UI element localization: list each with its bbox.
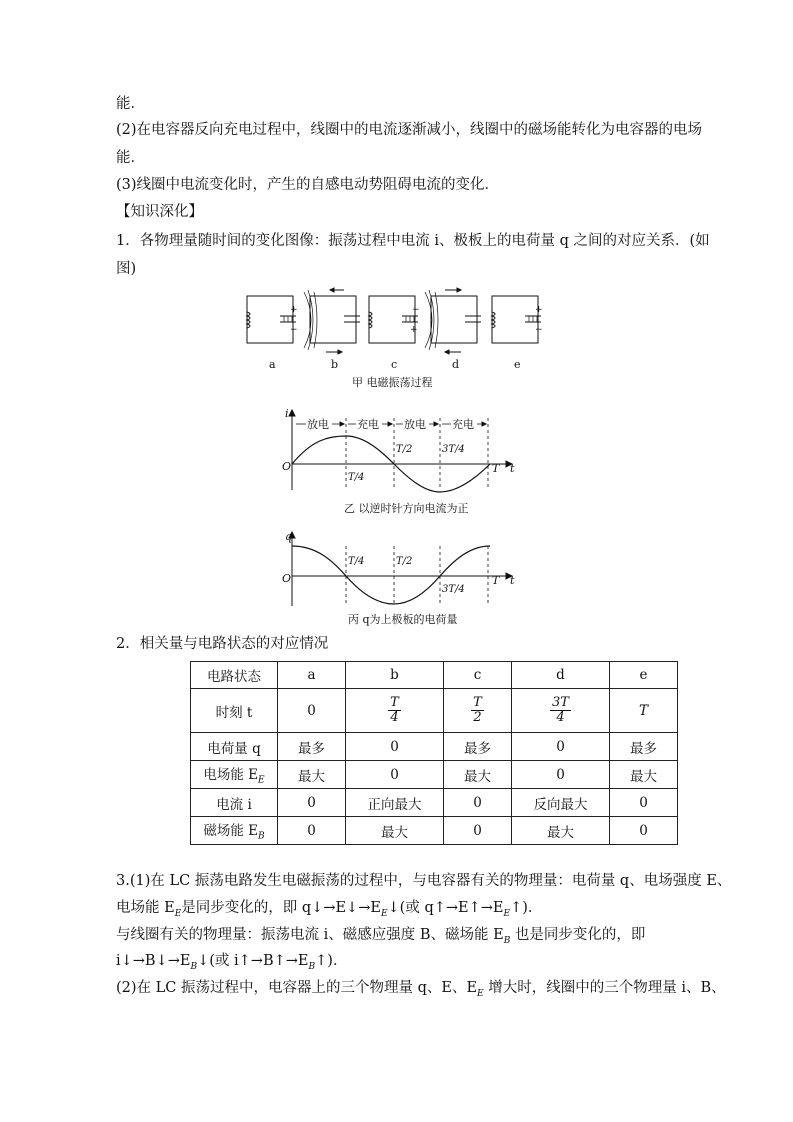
table-cell: 0 (278, 789, 346, 817)
text-line-1: 能． (116, 96, 145, 112)
table-header-cell: d (512, 662, 610, 689)
table-row (191, 689, 678, 733)
table-cell: 最大 (278, 761, 346, 789)
row-label: 电荷量 q (191, 733, 278, 761)
fraction: $\frac{T}{2}$ (473, 695, 482, 725)
table-cell (444, 689, 512, 733)
graph-i-xaxis: t (510, 462, 515, 475)
graph-i-tick-half: T/2 (396, 444, 413, 455)
table-cell: 正向最大 (346, 789, 444, 817)
circuit-label-d: d (452, 358, 460, 371)
table-row (191, 761, 678, 789)
graph-i-phase-4: 充电 (452, 418, 474, 431)
table-cell: 0 (444, 817, 512, 845)
row-label: 电场能 $E_E$ (191, 761, 278, 789)
graph-q-xaxis: t (510, 574, 515, 587)
text-line-3: 能． (116, 150, 145, 166)
caption-graph-q: 丙 q为上极板的电荷量 (348, 613, 458, 626)
svg-text:+: + (290, 305, 298, 315)
circuit-d (425, 288, 481, 354)
circuit-a (247, 296, 298, 343)
table-cell: 0 (610, 817, 678, 845)
table-cell: 0 (346, 761, 444, 789)
graph-q-tick-quarter: T/4 (348, 556, 365, 567)
text-3-2: 电场能 $E_E$是同步变化的，即 $q↓\to E↓\to E_E↓$(或 $q↑\to E↑\to E_E↑$)． (116, 900, 543, 919)
table-header-cell: b (346, 662, 444, 689)
circuit-b (304, 288, 360, 354)
table-cell (512, 689, 610, 733)
table-cell: 0 (278, 689, 346, 733)
text-3-3: 与线圈有关的物理量：振荡电流 i、磁感应强度 B、磁场能 $E_B$ 也是同步变化的，即 (116, 927, 646, 946)
section-2-heading: 2．相关量与电路状态的对应情况 (116, 636, 329, 652)
graph-current (282, 407, 515, 515)
svg-text:−: − (290, 325, 298, 335)
svg-text:−: − (535, 325, 543, 335)
graph-q-tick-half: T/2 (396, 556, 413, 567)
row-label: 时刻 t (191, 689, 278, 733)
graph-charge (282, 530, 515, 626)
caption-graph-i: 乙 以逆时针方向电流为正 (344, 502, 469, 515)
graph-i-phase-1: 放电 (307, 418, 329, 431)
text-line-4: (3)线圈中电流变化时，产生的自感电动势阻碍电流的变化． (116, 177, 500, 193)
graph-i-phase-3: 放电 (404, 418, 426, 431)
svg-text:−: − (412, 305, 420, 315)
fraction: $\frac{3T}{4}$ (552, 695, 569, 725)
table-header-cell: 电路状态 (191, 662, 278, 689)
table-header-cell: c (444, 662, 512, 689)
circuit-e (492, 296, 543, 343)
table-cell: 反向最大 (512, 789, 610, 817)
table-header-cell: e (610, 662, 678, 689)
row-label: 磁场能 $E_B$ (191, 817, 278, 845)
state-table (190, 661, 678, 845)
table-row (191, 789, 678, 817)
graph-q-tick-T: T (492, 574, 500, 587)
table-cell: 0 (512, 761, 610, 789)
circuit-label-b: b (331, 358, 339, 371)
table-cell (346, 689, 444, 733)
table-cell: 0 (512, 733, 610, 761)
table-header-row (191, 662, 678, 689)
graph-i-tick-3quarter: 3T/4 (442, 444, 465, 455)
fraction: $\frac{T}{4}$ (390, 695, 399, 725)
text-line-2: (2)在电容器反向充电过程中，线圈中的电流逐渐减小，线圈中的磁场能转化为电容器的电场 (116, 122, 703, 138)
circuit-label-c: c (391, 358, 398, 371)
circuit-label-e: e (514, 358, 521, 371)
graph-q-tick-3quarter: 3T/4 (442, 584, 465, 595)
table-row (191, 733, 678, 761)
table-cell: 最多 (444, 733, 512, 761)
table-cell: T (610, 689, 678, 733)
table-cell: 最多 (610, 733, 678, 761)
circuit-c (369, 296, 420, 343)
table-cell: 0 (346, 733, 444, 761)
graph-i-tick-quarter: T/4 (348, 472, 365, 483)
graph-q-origin: O (282, 572, 292, 585)
svg-text:+: + (410, 325, 418, 335)
table-cell: 最大 (444, 761, 512, 789)
table-cell: 0 (444, 789, 512, 817)
text-3-1: 3.(1)在 LC 振荡电路发生电磁振荡的过程中，与电容器有关的物理量：电荷量 q、电场强度 E、 (116, 873, 732, 889)
caption-circuits: 甲 电磁振荡过程 (352, 376, 433, 389)
text-3-4: $i↓\to B↓\to E_B↓$(或 $i↑\to B↑\to E_B↑$)． (116, 953, 348, 972)
table-cell: 0 (278, 817, 346, 845)
text-line-7: 图) (116, 261, 137, 277)
svg-text:+: + (535, 305, 543, 315)
row-label: 电流 i (191, 789, 278, 817)
text-3-5: (2)在 LC 振荡过程中，电容器上的三个物理量 q、E、$E_E$ 增大时，线圈中的三个物理量 i、B、 (116, 980, 726, 999)
graph-i-phase-2: 充电 (357, 418, 379, 431)
table-cell: 最大 (610, 761, 678, 789)
graph-q-yaxis: q (285, 530, 293, 543)
table-cell: 最大 (512, 817, 610, 845)
table-header-cell: a (278, 662, 346, 689)
text-line-6: 1．各物理量随时间的变化图像：振荡过程中电流 i、极板上的电荷量 q 之间的对应关系．(如 (116, 233, 710, 249)
table-cell: 最多 (278, 733, 346, 761)
table-row (191, 817, 678, 845)
table-cell: 最大 (346, 817, 444, 845)
graph-i-origin: O (282, 460, 292, 473)
graph-i-tick-T: T (492, 462, 500, 475)
graph-i-yaxis: i (285, 407, 289, 420)
circuit-label-a: a (269, 358, 276, 371)
table-cell: 0 (610, 789, 678, 817)
section-heading: 【知识深化】 (116, 204, 203, 220)
